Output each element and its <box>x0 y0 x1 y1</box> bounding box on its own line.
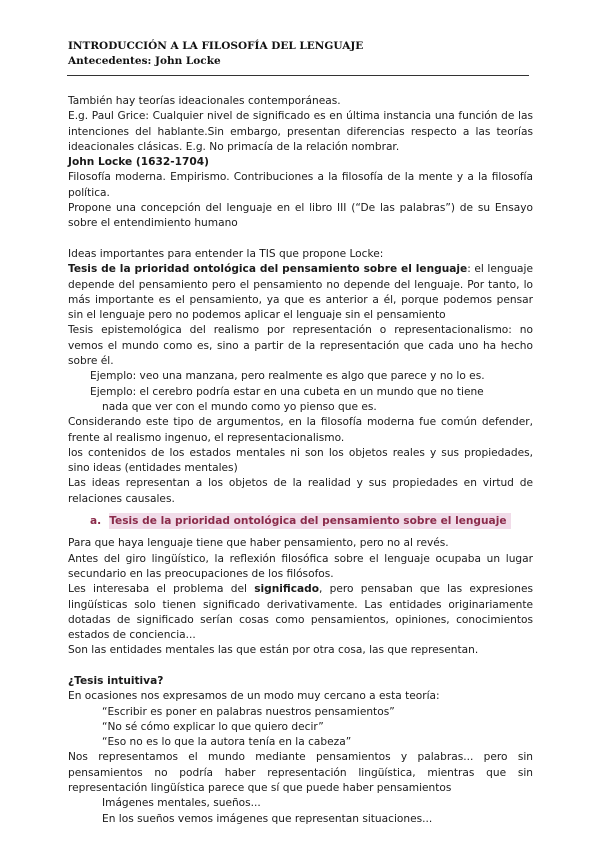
paragraph-text: Les interesaba el problema del <box>68 583 255 596</box>
section-heading-intuitiva: ¿Tesis intuitiva? <box>68 674 164 687</box>
highlighted-section-heading <box>68 514 533 529</box>
paragraph: Son las entidades mentales las que están por otra cosa, las que representan. <box>68 644 479 657</box>
section-number: a. <box>90 515 102 528</box>
paragraph: En ocasiones nos expresamos de un modo muy cercano a esta teoría: <box>68 690 440 703</box>
paragraph: Propone una concepción del lenguaje en el libro III (“De las palabras”) de su Ensayo sobre el entendimiento humano <box>68 202 533 230</box>
paragraph: Filosofía moderna. Empirismo. Contribuciones a la filosofía de la mente y a la filosofía política. <box>68 171 533 199</box>
paragraph: E.g. Paul Grice: Cualquier nivel de significado es en última instancia una función de las intenciones del hablante.Sin embargo, presentan diferencias respecto a las teorías ideacionales clásicas. E.g. No primacía de la relación nombrar. <box>68 110 533 153</box>
paragraph: Las ideas representan a los objetos de la realidad y sus propiedades en virtud de relaciones causales. <box>68 477 533 505</box>
paragraph: Considerando este tipo de argumentos, en la filosofía moderna fue común defender, frente al realismo ingenuo, el representacionalismo. <box>68 416 533 444</box>
paragraph: Antes del giro lingüístico, la reflexión filosófica sobre el lenguaje ocupaba un lugar secundario en las preocupaciones de los filósofos. <box>68 552 533 580</box>
paragraph <box>68 582 533 643</box>
document-title: INTRODUCCIÓN A LA FILOSOFÍA DEL LENGUAJE <box>68 40 364 52</box>
paragraph: los contenidos de los estados mentales ni son los objetos reales y sus propiedades, sino ideas (entidades mentales) <box>68 446 533 475</box>
bold-term: Tesis de la prioridad ontológica del pensamiento sobre el lenguaje <box>68 263 468 276</box>
quote-line: “Escribir es poner en palabras nuestros pensamientos” <box>102 705 395 718</box>
header-divider <box>67 75 529 76</box>
paragraph: Tesis epistemológica del realismo por representación o representacionalismo: no vemos el mundo como es, sino a partir de la representación que cada uno ha hecho sobre él. <box>68 324 533 368</box>
document-subtitle: Antecedentes: John Locke <box>68 55 221 67</box>
example-line: nada que ver con el mundo como yo pienso que es. <box>102 400 377 413</box>
quote-line: “No sé cómo explicar lo que quiero decir” <box>102 720 324 733</box>
document-body <box>68 94 533 827</box>
indented-line: Imágenes mentales, sueños... <box>102 797 261 810</box>
indented-line: En los sueños vemos imágenes que representan situaciones... <box>102 812 433 825</box>
section-heading-locke: John Locke (1632-1704) <box>68 156 209 169</box>
paragraph-text: : el lenguaje depende del pensamiento pero el pensamiento no depende del lenguaje. Por tanto, lo más importante es el pensamiento, ya que es anterior a él, porque podemos pensar sin el lenguaje pero no podemos aplicar el lenguaje sin el pensamiento <box>68 263 533 322</box>
section-title: Tesis de la prioridad ontológica del pensamiento sobre el lenguaje <box>109 513 510 529</box>
paragraph: Para que haya lenguaje tiene que haber pensamiento, pero no al revés. <box>68 537 449 550</box>
paragraph: Ideas importantes para entender la TIS que propone Locke: <box>68 247 384 260</box>
example-line: Ejemplo: veo una manzana, pero realmente es algo que parece y no lo es. <box>90 370 485 383</box>
quote-line: “Eso no es lo que la autora tenía en la cabeza” <box>102 736 352 749</box>
example-line: Ejemplo: el cerebro podría estar en una cubeta en un mundo que no tiene <box>90 385 484 398</box>
paragraph-text: , pero pensaban que las expresiones lingüísticas solo tienen significado derivativamente. Las entidades originariamente dotadas de significado serían cosas como pensamientos, opiniones, conocimientos estados de conciencia... <box>68 583 533 642</box>
paragraph: Nos representamos el mundo mediante pensamientos y palabras... pero sin pensamientos no podría haber representación lingüística, mientras que sin representación lingüística parece que sí que puede haber pensamientos <box>68 751 533 795</box>
bold-term: significado <box>254 583 320 596</box>
paragraph: También hay teorías ideacionales contemporáneas. <box>68 95 341 107</box>
paragraph-tesis <box>68 262 533 323</box>
